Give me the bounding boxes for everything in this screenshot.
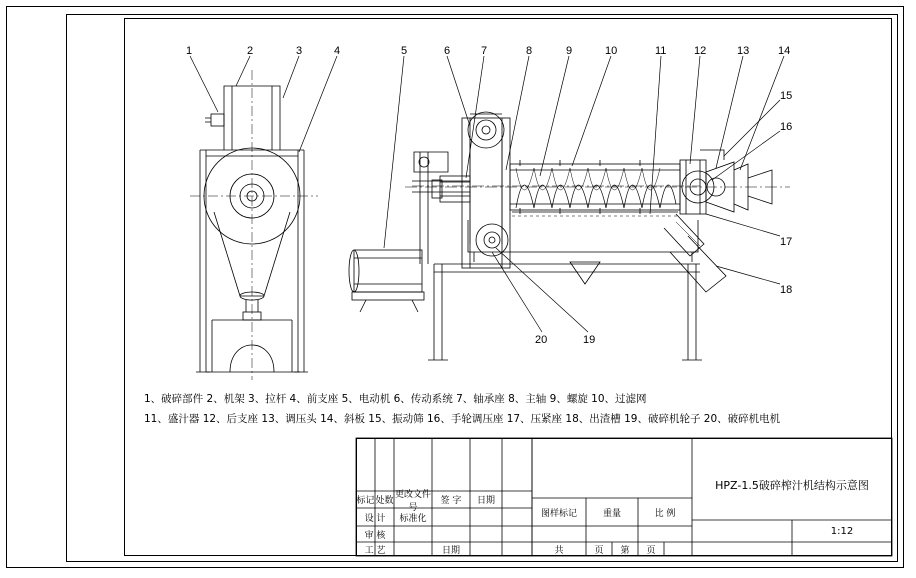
callout-10: 10 — [605, 45, 618, 57]
tb-cell-process-date: 日期 — [441, 545, 460, 556]
callout-8: 8 — [526, 45, 533, 57]
tb-cell-total-pages-unit: 页 — [594, 545, 604, 556]
callout-13: 13 — [737, 45, 750, 57]
tb-cell-design: 设 计 — [364, 513, 386, 524]
tb-cell-page-label: 第 — [620, 545, 630, 556]
callout-3: 3 — [296, 45, 303, 57]
callout-11: 11 — [655, 45, 667, 57]
callout-15: 15 — [780, 90, 793, 102]
tb-cell-standardize: 标准化 — [399, 513, 427, 524]
callout-12: 12 — [694, 45, 707, 57]
tb-cell-signature: 签 字 — [440, 496, 462, 506]
tb-cell-weight: 重量 — [602, 508, 621, 519]
legend-line-1: 1、破碎部件 2、机架 3、拉杆 4、前支座 5、电动机 6、传动系统 7、轴承座 8、主轴 9、螺旋 10、过滤网 — [144, 393, 647, 405]
callout-20: 20 — [535, 334, 548, 346]
tb-cell-scale-label: 比 例 — [654, 508, 676, 519]
tb-cell-drawing-mark: 图样标记 — [540, 508, 577, 519]
tb-cell-change-doc: 更改文件号 — [394, 489, 431, 513]
tb-cell-mark: 标记 — [356, 496, 375, 506]
callout-1: 1 — [186, 45, 193, 57]
tb-cell-page-unit: 页 — [646, 545, 656, 556]
drawing-title: HPZ-1.5破碎榨汁机结构示意图 — [715, 479, 869, 492]
callout-9: 9 — [566, 45, 573, 57]
tb-cell-review: 审 核 — [364, 530, 386, 541]
callout-18: 18 — [780, 284, 793, 296]
tb-cell-count: 处数 — [375, 496, 394, 506]
callout-19: 19 — [583, 334, 596, 346]
tb-cell-total-pages-label: 共 — [554, 545, 564, 556]
drawing-scale-value: 1:12 — [830, 525, 854, 537]
callout-4: 4 — [334, 45, 341, 57]
callout-5: 5 — [401, 45, 408, 57]
callout-7: 7 — [481, 45, 488, 57]
callout-14: 14 — [778, 45, 791, 57]
legend-line-2: 11、盛汁器 12、后支座 13、调压头 14、斜板 15、振动筛 16、手轮调压座 17、压紧座 18、出渣槽 19、破碎机轮子 20、破碎机电机 — [144, 413, 781, 425]
callout-6: 6 — [444, 45, 451, 57]
callout-16: 16 — [780, 121, 793, 133]
tb-cell-process: 工 艺 — [364, 545, 386, 556]
callout-17: 17 — [780, 236, 793, 248]
tb-cell-date: 日期 — [476, 496, 495, 506]
callout-2: 2 — [247, 45, 254, 57]
